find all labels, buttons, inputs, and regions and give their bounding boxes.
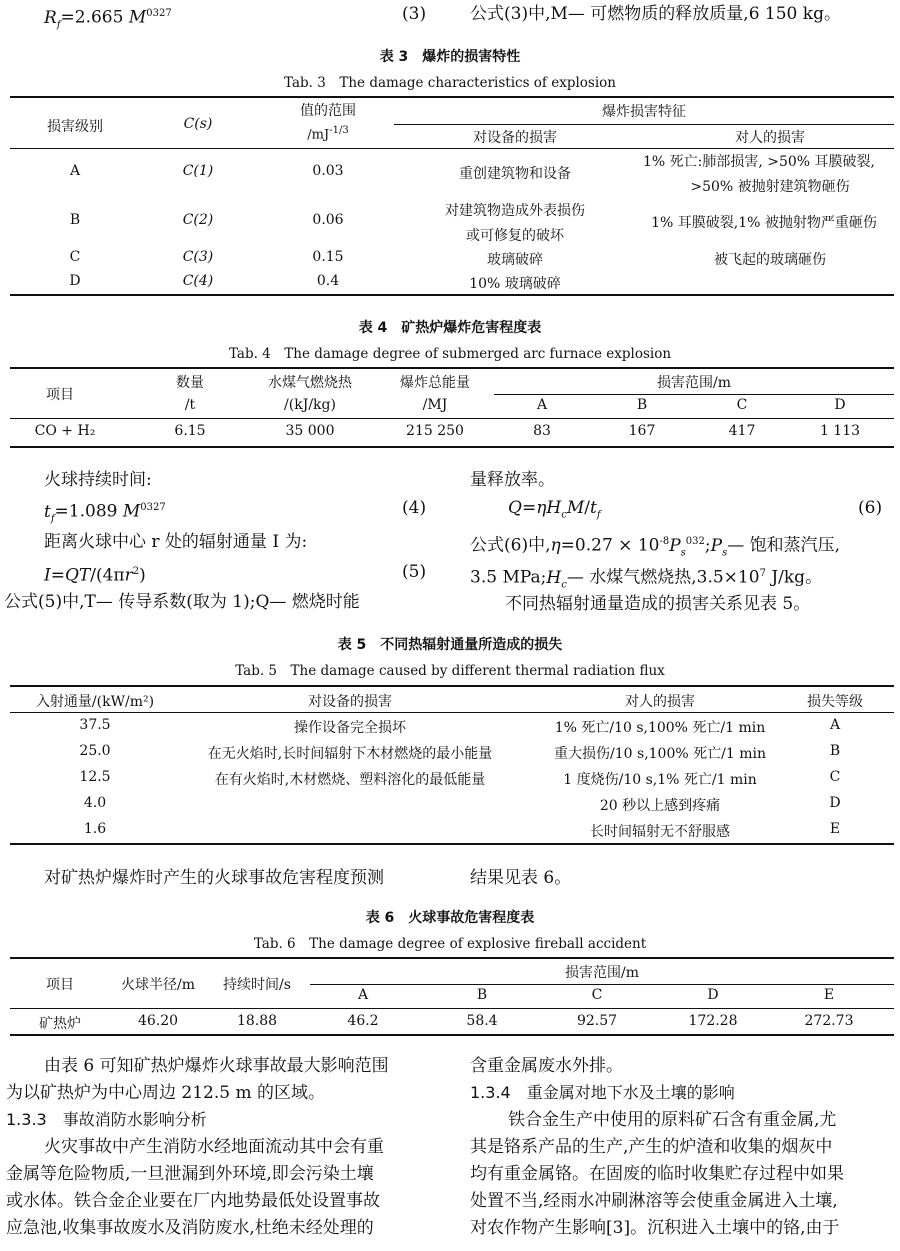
table6-header-range: 损害范围/m: [565, 965, 639, 981]
table3-header-range-1: 值的范围: [300, 103, 356, 119]
bottom-left-line4: 火灾事故中产生消防水经地面流动其中会有重: [44, 1137, 384, 1157]
table4-header-qty-2: /t: [184, 397, 196, 413]
table5-bottom-rule: [10, 843, 894, 845]
formula-4: $t_f=1.089$ $M^{0327}$: [44, 501, 166, 525]
formula-5: $I=QT/(4\pi r^2)$: [44, 565, 146, 586]
table5-row4-grade: D: [829, 795, 841, 811]
table3-row-d-value: 0.4: [316, 273, 340, 289]
table3-row-c-level: C: [69, 249, 81, 265]
table6-header-item: 项目: [46, 977, 74, 993]
table5-row4-people: 20 秒以上感到疼痛: [599, 798, 721, 814]
table3-row-a-cs: C(1): [182, 163, 214, 179]
table6-header-c: C: [591, 987, 603, 1003]
section-1-3-3-heading: 1.3.3 事故消防水影响分析: [6, 1110, 207, 1129]
table5-row3-grade: C: [829, 769, 841, 785]
table5-caption-zh: 表 5 不同热辐射通量所造成的损失: [337, 637, 563, 653]
formula-5-number: (5): [402, 562, 427, 582]
table5-row1-people: 1% 死亡/10 s,100% 死亡/1 min: [554, 720, 766, 736]
table4-row-c: 417: [728, 423, 756, 439]
table6-head-rule: [10, 1008, 894, 1009]
table6-row-a: 46.2: [347, 1013, 379, 1029]
table3-row-c-cs: C(3): [182, 249, 214, 265]
table5-header-equipment: 对设备的损害: [308, 694, 392, 710]
body1-right-line4: 3.5 $MPa;H_c—$ 水煤气燃烧热$,3.5\times 10^7$ J/kg。: [470, 567, 823, 591]
table4-header-energy-1: 爆炸总能量: [400, 375, 470, 391]
table5-row1-equipment: 操作设备完全损坏: [294, 720, 406, 736]
table6-header-b: B: [476, 987, 488, 1003]
bottom-right-line7: 对农作物产生影响[3]。沉积进入土壤中的铬,由于: [470, 1218, 840, 1238]
table4-row-d: 1 113: [819, 423, 861, 439]
table3-top-rule: [10, 96, 894, 98]
table6-row-duration: 18.88: [236, 1013, 278, 1029]
table3-row-a-level: A: [69, 163, 81, 179]
table3-group-rule: [394, 124, 894, 125]
table5-row2-equipment: 在无火焰时,长时间辐射下木材燃烧的最小能量: [207, 746, 493, 762]
table4-group-rule: [494, 394, 894, 395]
table4-row-energy: 215 250: [406, 423, 464, 439]
table5-caption-en: Tab. 5 The damage caused by different thermal radiation flux: [235, 663, 665, 679]
table5-top-rule: [10, 685, 894, 687]
table5-row5-people: 长时间辐射无不舒服感: [590, 824, 730, 840]
table3-header-cs: C(s): [183, 116, 213, 132]
table3-row-a-people-1: 1% 死亡:肺部损害, >50% 耳膜破裂,: [642, 154, 876, 170]
table6-header-duration: 持续时间/s: [223, 977, 291, 993]
table6-caption-zh: 表 6 火球事故危害程度表: [365, 910, 535, 926]
table6-row-item: 矿热炉: [39, 1016, 81, 1032]
table5-row3-equipment: 在有火焰时,木材燃烧、塑料溶化的最低能量: [214, 772, 486, 788]
table4-header-b: B: [636, 397, 648, 413]
bottom-right-line1: 含重金属废水外排。: [470, 1056, 623, 1076]
table6-row-d: 172.28: [688, 1013, 738, 1029]
bottom-left-line2: 为以矿热炉为中心周边 212.5 m 的区域。: [6, 1083, 325, 1103]
table3-row-b-level: B: [69, 212, 81, 228]
formula-6-number: (6): [858, 498, 883, 518]
table4-header-heat-2: /(kJ/kg): [284, 397, 336, 413]
formula-3-number: (3): [402, 4, 427, 24]
table3-row-c-value: 0.15: [312, 249, 344, 265]
body1-left-line3: 距离火球中心 r 处的辐射通量 I 为:: [44, 532, 308, 552]
table6-row-b: 58.4: [466, 1013, 498, 1029]
table3-row-c-equipment: 玻璃破碎: [487, 252, 543, 268]
table5-row2-grade: B: [829, 743, 841, 759]
bottom-right-line3: 铁合金生产中使用的原料矿石含有重金属,尤: [508, 1110, 837, 1130]
formula-3: $R_f=2.665$ $M^{0327}$: [44, 7, 172, 31]
bottom-left-line7: 应急池,收集事故废水及消防废水,杜绝未经处理的: [6, 1218, 374, 1238]
table5-header-people: 对人的损害: [625, 694, 695, 710]
table3-header-people: 对人的损害: [735, 130, 805, 146]
table4-bottom-rule: [10, 446, 894, 448]
table3-row-a-value: 0.03: [312, 163, 344, 179]
table6-top-rule: [10, 957, 894, 959]
table5-row5-flux: 1.6: [83, 821, 107, 837]
table4-header-energy-2: /MJ: [422, 397, 448, 413]
table6-group-rule: [310, 984, 894, 985]
table6-header-d: D: [707, 987, 719, 1003]
table3-caption-zh: 表 3 爆炸的损害特性: [379, 49, 521, 65]
table5-row1-flux: 37.5: [79, 717, 111, 733]
bottom-left-line1: 由表 6 可知矿热炉爆炸火球事故最大影响范围: [44, 1056, 389, 1076]
table3-row-a-equipment: 重创建筑物和设备: [459, 166, 571, 182]
table5-row2-flux: 25.0: [79, 743, 111, 759]
bottom-right-line4: 其是铬系产品的生产,产生的炉渣和收集的烟灰中: [470, 1137, 833, 1157]
table5-row3-flux: 12.5: [79, 769, 111, 785]
formula-4-number: (4): [402, 498, 427, 518]
table4-head-rule: [10, 418, 894, 419]
table6-caption-en: Tab. 6 The damage degree of explosive fireball accident: [253, 936, 647, 952]
table4-header-d: D: [834, 397, 846, 413]
table3-row-d-equipment: 10% 玻璃破碎: [469, 276, 561, 292]
table5-header-grade: 损失等级: [807, 694, 863, 710]
table5-row3-people: 1 度烧伤/10 s,1% 死亡/1 min: [563, 772, 757, 788]
table4-top-rule: [10, 367, 894, 369]
table3-caption-en: Tab. 3 The damage characteristics of explosion: [284, 75, 616, 91]
table3-row-c-people: 被飞起的玻璃砸伤: [714, 252, 826, 268]
table3-row-b-people: 1% 耳膜破裂,1% 被抛射物严重砸伤: [651, 215, 877, 231]
section-1-3-4-heading: 1.3.4 重金属对地下水及土壤的影响: [470, 1083, 735, 1102]
table6-row-c: 92.57: [576, 1013, 618, 1029]
table6-header-a: A: [357, 987, 369, 1003]
bottom-right-line5: 均有重金属铬。在固废的临时收集贮存过程中如果: [470, 1164, 844, 1184]
table4-header-a: A: [536, 397, 548, 413]
bottom-right-line6: 处置不当,经雨水冲刷淋溶等会使重金属进入土壤,: [470, 1191, 838, 1211]
table3-row-b-equipment-1: 对建筑物造成外表损伤: [445, 203, 585, 219]
table3-row-b-cs: C(2): [182, 212, 214, 228]
table3-header-equipment: 对设备的损害: [473, 130, 557, 146]
table5-head-rule: [10, 712, 894, 713]
table3-header-level: 损害级别: [47, 119, 103, 135]
table6-bottom-rule: [10, 1034, 894, 1036]
table4-row-a: 83: [533, 423, 551, 439]
formula-6: $Q=\eta H_cM/t_f$: [508, 498, 601, 521]
table4-row-heat: 35 000: [285, 423, 335, 439]
bottom-left-line6: 或水体。铁合金企业要在厂内地势最低处设置事故: [6, 1191, 380, 1211]
table4-header-heat-1: 水煤气燃烧热: [268, 375, 352, 391]
table5-row1-grade: A: [829, 717, 841, 733]
table3-row-b-value: 0.06: [312, 212, 344, 228]
table3-header-range-2: $/mJ^{-1/3}$: [307, 125, 349, 143]
table4-header-item: 项目: [46, 387, 74, 403]
table4-caption-en: Tab. 4 The damage degree of submerged arc furnace explosion: [228, 346, 672, 362]
table5-row4-flux: 4.0: [83, 795, 107, 811]
table4-caption-zh: 表 4 矿热炉爆炸危害程度表: [358, 320, 542, 336]
body1-left-line5: 公式(5)中,T— 传导系数(取为 1);Q— 燃烧时能: [4, 592, 360, 612]
table6-row-radius: 46.20: [137, 1013, 179, 1029]
body1-right-line1: 量释放率。: [470, 470, 555, 490]
body1-right-line3: 公式(6)中$,\eta=0.27 \times 10^{-8}P_s^{032};P_s—$ 饱和蒸汽压,: [470, 535, 841, 559]
table3-row-d-level: D: [69, 273, 81, 289]
table3-row-a-people-2: >50% 被抛射建筑物砸伤: [690, 179, 850, 195]
table4-header-qty-1: 数量: [176, 375, 204, 391]
formula-3-note: 公式(3)中,M— 可燃物质的释放质量,6 150 kg。: [470, 4, 841, 24]
table4-header-range: 损害范围/m: [657, 375, 731, 391]
table6-header-radius: 火球半径/m: [121, 977, 195, 993]
table3-row-d-cs: C(4): [182, 273, 214, 289]
table3-header-feature: 爆炸损害特征: [602, 104, 686, 120]
table5-row2-people: 重大损伤/10 s,100% 死亡/1 min: [554, 746, 766, 762]
table4-row-qty: 6.15: [174, 423, 206, 439]
table3-bottom-rule: [10, 294, 894, 296]
table3-row-b-equipment-2: 或可修复的破坏: [466, 228, 564, 244]
mid-left-text: 对矿热炉爆炸时产生的火球事故危害程度预测: [44, 868, 384, 888]
table4-row-b: 167: [628, 423, 656, 439]
bottom-left-line5: 金属等危险物质,一旦泄漏到外环境,即会污染土壤: [6, 1164, 374, 1184]
table3-head-rule: [10, 148, 894, 149]
table4-header-c: C: [736, 397, 748, 413]
table6-header-e: E: [823, 987, 835, 1003]
table6-row-e: 272.73: [804, 1013, 854, 1029]
table5-header-flux: 入射通量/(kW/m²): [35, 694, 155, 710]
table4-row-item: CO + H₂: [34, 423, 96, 439]
body1-left-line1: 火球持续时间:: [44, 470, 152, 490]
body1-right-line5: 不同热辐射通量造成的损害关系见表 5。: [505, 594, 811, 614]
table5-row5-grade: E: [829, 821, 841, 837]
mid-right-text: 结果见表 6。: [470, 868, 572, 888]
